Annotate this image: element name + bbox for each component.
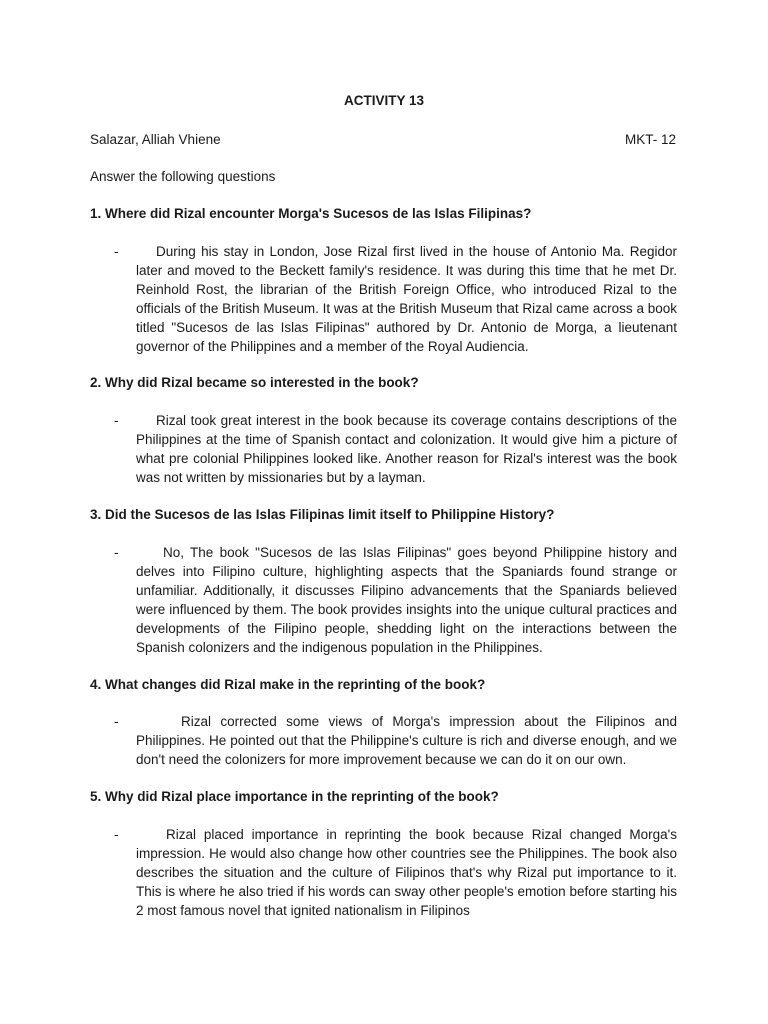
student-section: MKT- 12 — [624, 132, 676, 147]
answer-3 — [114, 543, 678, 658]
answer-1-text: During his stay in London, Jose Rizal first lived in the house of Antonio Ma. Regidor later and moved to the Beckett family's residence. It was during this time that he met Dr. Reinhold Rost, the librarian of the British Foreign Office, who introduced Rizal to the officials of the British Museum. It was at the British Museum that Rizal came across a book titled "Sucesos de las Islas Filipinas" authored by Dr. Antonio de Morga, a lieutenant governor of the Philippines and a member of the Royal Audiencia. — [136, 244, 677, 355]
answer-4 — [114, 712, 678, 769]
bullet-dash: - — [114, 413, 119, 428]
instructions: Answer the following questions — [90, 169, 276, 184]
bullet-dash: - — [114, 714, 119, 729]
bullet-dash: - — [114, 827, 119, 842]
question-4: 4. What changes did Rizal make in the reprinting of the book? — [90, 677, 486, 692]
answer-2 — [114, 411, 678, 487]
student-name: Salazar, Alliah Vhiene — [90, 132, 221, 147]
answer-2-text: Rizal took great interest in the book because its coverage contains descriptions of the Philippines at the time of Spanish contact and colonization. It would give him a picture of what pre colonial Philippines looked like. Another reason for Rizal's interest was the book was not written by missionaries but by a layman. — [136, 413, 677, 486]
bullet-dash: - — [114, 545, 119, 560]
answer-5-text: Rizal placed importance in reprinting the book because Rizal changed Morga's impression. He would also change how other countries see the Philippines. The book also describes the situation and the culture of Filipinos that's why Rizal put importance to it. This is where he also tried if his words can sway other people's emotion before starting his 2 most famous novel that ignited nationalism in Filipinos — [136, 827, 677, 919]
answer-3-text: No, The book "Sucesos de las Islas Filipinas" goes beyond Philippine history and delves into Filipino culture, highlighting aspects that the Spaniards found strange or unfamiliar. Additionally, it discusses Filipino advancements that the Spaniards believed were influenced by them. The book provides insights into the unique cultural practices and developments of the Filipino people, shedding light on the interactions between the Spanish colonizers and the indigenous population in the Philippines. — [136, 545, 677, 656]
question-3: 3. Did the Sucesos de las Islas Filipinas limit itself to Philippine History? — [90, 507, 555, 522]
activity-title: ACTIVITY 13 — [343, 93, 425, 108]
bullet-dash: - — [114, 244, 119, 259]
question-1: 1. Where did Rizal encounter Morga's Sucesos de las Islas Filipinas? — [90, 206, 532, 221]
answer-5 — [114, 825, 678, 920]
answer-1 — [114, 242, 678, 357]
question-5: 5. Why did Rizal place importance in the reprinting of the book? — [90, 789, 499, 804]
answer-4-text: Rizal corrected some views of Morga's impression about the Filipinos and Philippines. He pointed out that the Philippine's culture is rich and diverse enough, and we don't need the colonizers for more improvement because we can do it on our own. — [136, 714, 677, 768]
question-2: 2. Why did Rizal became so interested in the book? — [90, 375, 419, 390]
